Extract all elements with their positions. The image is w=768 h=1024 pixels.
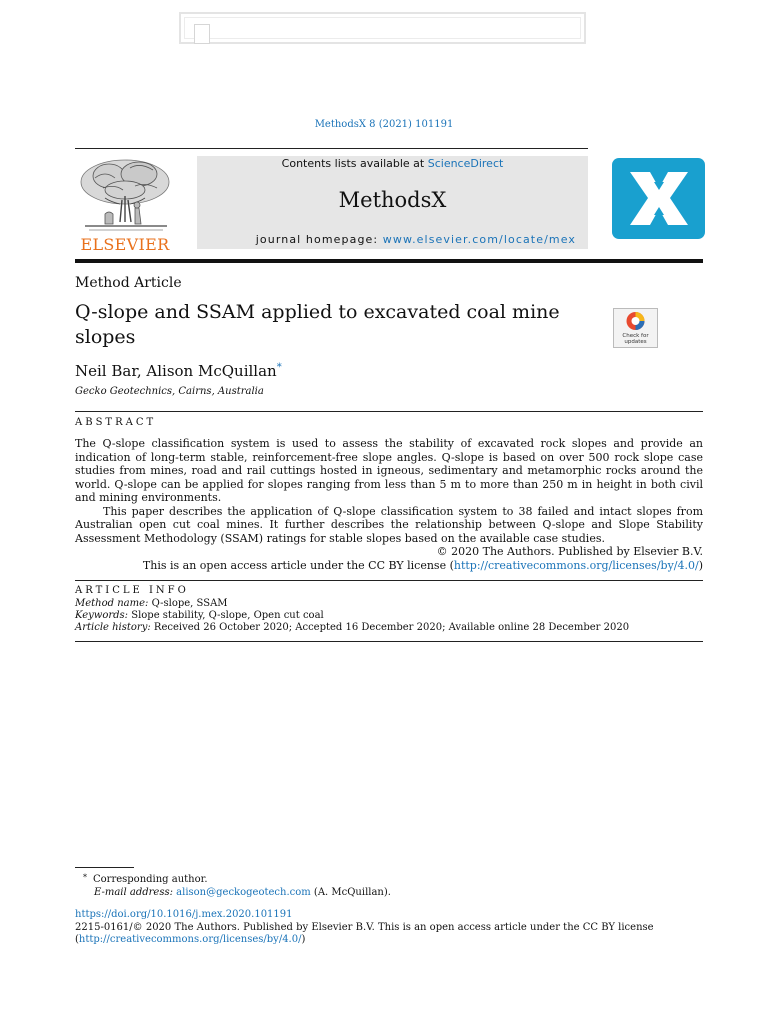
article-info-rule [75, 580, 703, 581]
email-label: E-mail address: [94, 887, 173, 898]
method-name-value: Q-slope, SSAM [148, 598, 228, 609]
header-rule [75, 148, 588, 149]
contents-prefix: Contents lists available at [281, 157, 428, 170]
methodsx-logo [612, 158, 705, 239]
bottom-license-open: ( [75, 934, 79, 945]
history-row [75, 622, 703, 634]
footnotes [75, 871, 703, 899]
license-suffix: ) [698, 558, 703, 572]
footnote-rule [75, 867, 134, 868]
masthead-rule [75, 259, 703, 263]
article-info [75, 598, 703, 634]
journal-banner [197, 156, 588, 249]
homepage-link[interactable]: www.elsevier.com/locate/mex [382, 233, 576, 246]
check-updates-label: Check for updates [622, 333, 649, 345]
footnote-mark: * [83, 873, 87, 882]
bottom-license-close: ) [301, 934, 306, 945]
method-name-label: Method name: [75, 598, 149, 609]
doi-link[interactable]: https://doi.org/10.1016/j.mex.2020.101191 [75, 909, 293, 920]
email-link[interactable]: alison@geckogeotech.com [176, 887, 311, 898]
homepage-label: journal homepage: [255, 233, 383, 246]
article-type: Method Article [75, 275, 182, 291]
history-label: Article history: [75, 622, 151, 633]
license-prefix: This is an open access article under the CC BY license ( [142, 558, 454, 572]
article-info-heading: ARTICLE INFO [75, 585, 189, 596]
page-thumbnail-icon[interactable] [194, 24, 210, 44]
article-info-bottom-rule [75, 641, 703, 642]
abstract-top-rule [75, 411, 703, 412]
abstract-body [75, 437, 703, 572]
abstract-paragraph-1: The Q-slope classification system is used to assess the stability of excavated rock slopes and provide an indication of long-term stable, reinforcement-free slope angles. Q-slope is based on over 500 rock slope case studies from mines, road and rail cuttings hosted in igneous, sedimentary and metamorphic rocks around the world. Q-slope can be applied for slopes ranging from less than 5 m to more than 250 m in height in both civil and mining environments. [75, 437, 703, 504]
bottom-license [75, 934, 703, 947]
journal-citation[interactable]: MethodsX 8 (2021) 101191 [314, 119, 454, 130]
email-footnote [75, 886, 703, 899]
email-suffix: (A. McQuillan). [310, 887, 391, 898]
license-link[interactable]: http://creativecommons.org/licenses/by/4.0/ [453, 558, 699, 572]
keywords-label: Keywords: [75, 610, 129, 621]
elsevier-tree-icon [75, 156, 175, 236]
keywords-row [75, 610, 703, 622]
abstract-copyright: © 2020 The Authors. Published by Elsevier B.V. [436, 545, 703, 558]
history-value: Received 26 October 2020; Accepted 16 December 2020; Available online 28 December 2020 [150, 622, 630, 633]
authors-names: Neil Bar, Alison McQuillan [75, 362, 277, 380]
journal-name: MethodsX [338, 188, 447, 212]
elsevier-logo [75, 156, 175, 252]
bottom-copyright: 2215-0161/© 2020 The Authors. Published by Elsevier B.V. This is an open access article under the CC BY license [75, 921, 654, 933]
check-updates-icon [614, 309, 657, 333]
abstract-license [75, 559, 703, 573]
elsevier-wordmark: ELSEVIER [80, 235, 170, 254]
check-for-updates-badge[interactable] [613, 308, 658, 348]
author-list [75, 362, 282, 380]
abstract-paragraph-2: This paper describes the application of Q-slope classification system to 38 failed and intact slopes from Australian open cut coal mines. It further describes the relationship between Q-slope and Slope Stability Assessment Methodology (SSAM) ratings for stable slopes based on the available case studies. [75, 504, 703, 545]
affiliation: Gecko Geotechnics, Cairns, Australia [75, 386, 264, 397]
journal-homepage-line [256, 233, 576, 246]
viewer-toolbar[interactable] [179, 12, 586, 44]
toolbar-frame [184, 17, 581, 39]
bottom-matter [75, 909, 703, 947]
bottom-license-link[interactable]: http://creativecommons.org/licenses/by/4.0/ [78, 934, 302, 945]
corresponding-text: Corresponding author. [93, 874, 208, 885]
contents-line [197, 157, 588, 170]
corresponding-footnote [75, 871, 703, 886]
keywords-value: Slope stability, Q-slope, Open cut coal [128, 610, 324, 621]
article-title: Q-slope and SSAM applied to excavated coal mine slopes [75, 301, 560, 348]
abstract-heading: ABSTRACT [75, 417, 157, 428]
method-name-row [75, 598, 703, 610]
methodsx-x-icon [612, 158, 705, 239]
corresponding-mark[interactable]: * [276, 362, 282, 373]
sciencedirect-link[interactable]: ScienceDirect [427, 157, 504, 170]
